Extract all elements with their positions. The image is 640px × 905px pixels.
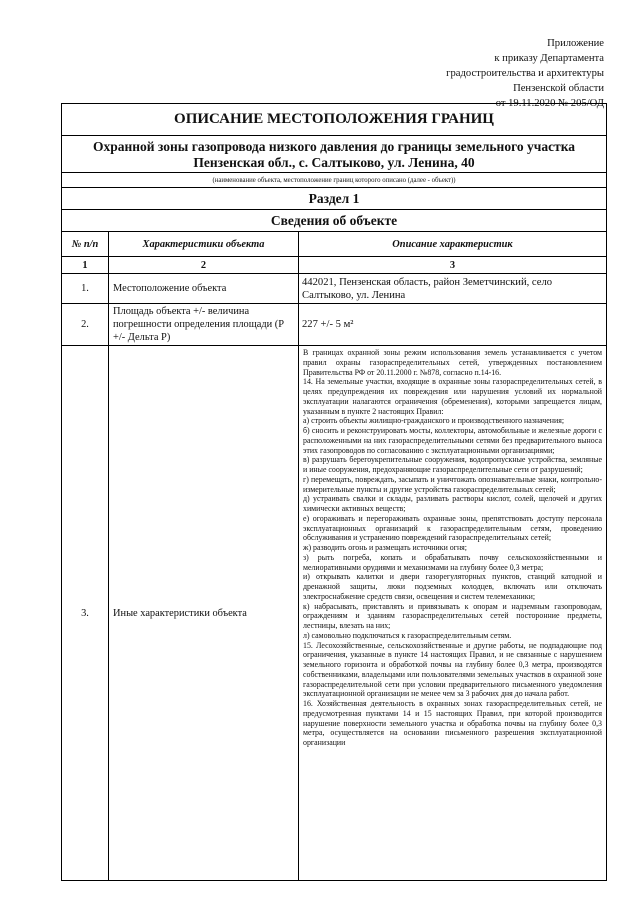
rule-paragraph: 14. На земельные участки, входящие в охранные зоны газораспределительных сетей, в целях предупреждения их повреждения или нарушения условий их нормальной эксплуатации налагаются ограничения (обременения), которыми запрещается лицам, указанным в пункте 2 настоящих Правил: <box>303 377 603 416</box>
row-number: 3. <box>62 346 109 881</box>
rule-paragraph: е) огораживать и перегораживать охранные зоны, препятствовать доступу персонала эксплуатационных организаций к газораспределительным сетям, проведению обслуживания и устранению повреждений газораспределительных сетей; <box>303 513 603 543</box>
rule-paragraph: а) строить объекты жилищно-гражданского и производственного назначения; <box>303 416 565 426</box>
object-name-line: Охранной зоны газопровода низкого давления до границы земельного участка <box>92 139 576 154</box>
rule-paragraph: 15. Лесохозяйственные, сельскохозяйственные и другие работы, не подпадающие под ограничения, указанные в пункте 14 настоящих Правил, и не связанные с нарушением земельного горизонта и обработкой почвы на глубину более 0,3 метра, производятся собственниками, владельцами или пользователями земельных участков в охранной зоне газораспределительной сети при условии предварительного письменного уведомления эксплуатационной организации не менее чем за 3 рабочих дня до начала работ. <box>303 640 603 699</box>
section-number: Раздел 1 <box>62 188 607 210</box>
rule-paragraph: г) перемещать, повреждать, засыпать и уничтожать опознавательные знаки, контрольно-измерительные пункты и другие устройства газораспределительных сетей; <box>303 474 603 494</box>
rule-paragraph: ж) разводить огонь и размещать источники огня; <box>303 543 468 552</box>
header-line: градостроительства и архитектуры <box>446 68 604 79</box>
rule-paragraph: в) разрушать берегоукрепительные сооружения, водопропускные устройства, земляные и иные сооружения, предохраняющие газораспределительные сети от разрушений; <box>303 455 603 474</box>
object-name-line: Пензенская обл., с. Салтыково, ул. Ленина, 40 <box>193 155 475 170</box>
rule-paragraph: б) сносить и реконструировать мосты, коллекторы, автомобильные и железные дороги с расположенными на них газораспределительными сетями без предварительного выноса этих газопроводов по согласованию с эксплуатационными организациями; <box>303 426 603 455</box>
document-title: ОПИСАНИЕ МЕСТОПОЛОЖЕНИЯ ГРАНИЦ <box>62 104 607 136</box>
header-line: Пензенской области <box>513 83 604 94</box>
column-number: 2 <box>109 257 299 274</box>
row-number: 1. <box>62 274 109 304</box>
header-characteristics: Характеристики объекта <box>109 232 299 257</box>
row-number: 2. <box>62 304 109 346</box>
table-row <box>62 346 607 881</box>
row-characteristic: Площадь объекта +/- величина погрешности определения площади (Р +/- Дельта Р) <box>109 304 299 346</box>
boundary-description-table <box>61 103 607 881</box>
rule-paragraph: д) устраивать свалки и склады, разливать растворы кислот, солей, щелочей и других химически активных веществ; <box>303 494 603 513</box>
rule-paragraph: В границах охранной зоны режим использования земель устанавливается с учетом правил охраны газораспределительных сетей, утвержденных постановлением Правительства РФ от 20.11.2000 г. №878, согласно п.14-16. <box>303 348 603 377</box>
column-number: 3 <box>299 257 607 274</box>
rule-paragraph: л) самовольно подключаться к газораспределительным сетям. <box>303 630 512 640</box>
header-number: № п/п <box>62 232 109 257</box>
row-characteristic: Иные характеристики объекта <box>109 346 299 881</box>
table-row <box>62 274 607 304</box>
header-description: Описание характеристик <box>299 232 607 257</box>
header-line: от 19.11.2020 № 205/ОД <box>495 98 604 109</box>
rule-paragraph: и) открывать калитки и двери газорегуляторных пунктов, станций катодной и дренажной защиты, люки подземных колодцев, включать или отключать электроснабжение средств связи, освещения и систем телемеханики; <box>303 572 603 601</box>
header-line: к приказу Департамента <box>494 53 604 64</box>
object-name <box>62 136 607 173</box>
row-description-long <box>299 346 607 881</box>
row-description: 227 +/- 5 м² <box>299 304 607 346</box>
rule-paragraph: 16. Хозяйственная деятельность в охранных зонах газораспределительных сетей, не предусмотренная пунктами 14 и 15 настоящих Правил, при которой производится нарушение поверхности земельного участка и обработка почвы на глубину более 0,3 метра, осуществляется на основании письменного разрешения эксплуатационной организации <box>303 699 603 747</box>
section-title: Сведения об объекте <box>62 210 607 232</box>
column-number: 1 <box>62 257 109 274</box>
table-row <box>62 304 607 346</box>
row-description: 442021, Пензенская область, район Земетчинский, село Салтыково, ул. Ленина <box>299 274 607 304</box>
object-caption: (наименование объекта, местоположение границ которого описано (далее - объект)) <box>62 173 607 188</box>
approval-header <box>344 36 604 111</box>
rule-paragraph: к) набрасывать, приставлять и привязывать к опорам и надземным газопроводам, ограждениям и зданиям газораспределительных сетей посторонние предметы, лестницы, влезать на них; <box>303 601 603 630</box>
rule-paragraph: з) рыть погреба, копать и обрабатывать почву сельскохозяйственными и мелиоративными орудиями и механизмами на глубину более 0,3 метра; <box>303 552 603 572</box>
header-line: Приложение <box>547 38 604 49</box>
row-characteristic: Местоположение объекта <box>109 274 299 304</box>
